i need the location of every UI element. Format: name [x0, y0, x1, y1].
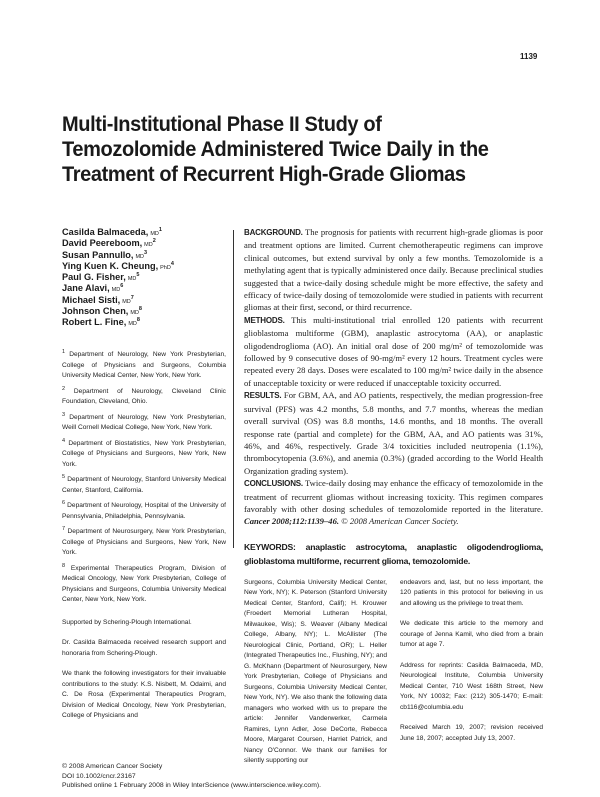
author-degree: MD: [127, 276, 137, 283]
abstract-methods: [244, 314, 543, 389]
author-name: Susan Pannullo,: [62, 249, 134, 260]
affiliation-number: 2: [62, 385, 66, 392]
affiliation-number: 1: [62, 348, 66, 355]
affiliation-ref: 3: [144, 249, 148, 256]
affiliation: [62, 527, 226, 559]
affiliation: [62, 439, 226, 471]
affiliation-ref: 7: [130, 294, 134, 301]
lower-columns: [244, 578, 543, 777]
affiliation-number: 5: [62, 473, 66, 480]
affiliation: [62, 501, 226, 522]
affiliation-text: Department of Neurology, New York Presbyterian, Weill Cornell Medical College, New York, New York.: [62, 413, 226, 431]
affiliation-number: 6: [62, 499, 66, 506]
section-heading: METHODS.: [244, 315, 285, 325]
affiliations: [62, 350, 226, 606]
affiliation-ref: 8: [136, 317, 140, 324]
author-degree: MD: [150, 231, 159, 237]
abstract: [244, 226, 543, 528]
affiliation-ref: 5: [136, 272, 140, 279]
abstract-background: [244, 226, 543, 314]
author-degree: MD: [144, 242, 153, 249]
dedication: We dedicate this article to the memory and courage of Jenna Kamil, who died from a brain tumor at age 7.: [400, 620, 543, 649]
article-title: Multi-Institutional Phase II Study of Temozolomide Administered Twice Daily in the Treatment of Recurrent High-Grade Gliomas: [62, 112, 489, 186]
notes-column-1: [62, 618, 226, 722]
notes-column-3: [400, 578, 543, 777]
section-text: Twice-daily dosing may enhance the efficacy of temozolomide in the treatment of recurrent gliomas without increasing toxicity. This regimen compares favorably with other dosing schedules of temozolomide reported in the literature.: [244, 478, 543, 514]
affiliation-text: Department of Neurology, Cleveland Clinic Foundation, Cleveland, Ohio.: [62, 387, 226, 405]
section-heading: CONCLUSIONS.: [244, 479, 303, 489]
reprint-address: Address for reprints: Casilda Balmaceda, MD, Neurological Institute, Columbia University Medical Center, 710 West 168th Street, New York, NY 10032; Fax: (212) 305-1470; E-mail: cb116@columbia.edu: [400, 661, 543, 711]
author-name: David Peereboom,: [62, 238, 143, 249]
author-degree: PhD: [160, 264, 171, 271]
author-name: Casilda Balmaceda,: [62, 227, 149, 237]
received-dates: Received March 19, 2007; revision received June 18, 2007; accepted July 13, 2007.: [400, 724, 543, 742]
citation: Cancer 2008;112:1139–46.: [244, 516, 340, 527]
keywords: KEYWORDS: anaplastic astrocytoma, anaplastic oligodendroglioma, glioblastoma multiforme, recurrent glioma, temozolomide.: [244, 541, 543, 566]
footer: [62, 762, 321, 791]
abstract-results: [244, 389, 543, 477]
left-column: [62, 350, 226, 732]
author-name: Johnson Chen,: [62, 306, 129, 317]
affiliation: [62, 475, 226, 496]
footer-published: Published online 1 February 2008 in Wiley InterScience (www.interscience.wiley.com).: [62, 782, 322, 789]
affiliation: [62, 387, 226, 408]
author-degree: MD: [135, 253, 145, 260]
affiliation-number: 3: [62, 411, 66, 418]
affiliation-text: Department of Neurology, New York Presbyterian, College of Physicians and Surgeons, Columbia University Medical Center, New York, New York.: [62, 351, 226, 379]
affiliation-text: Department of Neurosurgery, New York Presbyterian, College of Physicians and Surgeons, New York, New York.: [62, 528, 226, 556]
column-divider: [233, 230, 234, 548]
author: [62, 318, 232, 329]
notes-column-2: [244, 578, 387, 777]
author-degree: MD: [128, 321, 137, 328]
author-name: Michael Sisti,: [62, 294, 121, 305]
acknowledgments-end: endeavors and, last, but no less important, the 120 patients in this protocol for believing in us and allowing us the privilege to treat them.: [400, 578, 543, 607]
section-text: For GBM, AA, and AO patients, respectively, the median progression-free survival (PFS) was 4.2 months, 5.8 months, and 7.7 months, whereas the median overall survival (OS) was 8.8 months, 14.6 months, and 18 months. The overall response rate (partial and complete) for the GBM, AA, and AO patients was 31%, 46%, and 46%, respectively. Grade 3/4 toxicities included neutropenia (1.1%), thrombocytopenia (3.6%), and anemia (0.3%) (graded according to the World Health Organization grading system).: [244, 390, 543, 476]
affiliation-text: Department of Neurology, Stanford University Medical Center, Stanford, California.: [62, 476, 226, 494]
page-number: 1139: [520, 52, 538, 61]
funding-note: Supported by Schering-Plough International.: [62, 618, 192, 626]
affiliation-text: Department of Neurology, Hospital of the University of Pennsylvania, Philadelphia, Pennsylvania.: [62, 502, 226, 520]
affiliation-text: Department of Biostatistics, New York Presbyterian, College of Physicians and Surgeons, New York, New York.: [62, 439, 226, 468]
disclosure-note: Dr. Casilda Balmaceda received research support and honoraria from Schering-Plough.: [62, 639, 226, 657]
affiliation-number: 8: [62, 562, 66, 569]
section-text: This multi-institutional trial enrolled 120 patients with recurrent glioblastoma multiforme (GBM), anaplastic astrocytoma (AA), or anaplastic oligodendroglioma (AO). An initial oral dose of 200 mg/m² of temozolomide was followed by 9 consecutive doses of 90-mg/m² every 12 hours. Treatment cycles were repeated every 28 days. Doses were escalated to 100 mg/m² twice daily in the absence of unacceptable toxicity or were reduced if unacceptable toxicity occurred.: [244, 314, 543, 388]
footer-doi: DOI 10.1002/cncr.23167: [62, 772, 136, 780]
affiliation-ref: 8: [138, 306, 142, 313]
author-degree: MD: [122, 298, 131, 305]
affiliation-number: 7: [62, 525, 66, 532]
author-degree: MD: [111, 287, 121, 294]
affiliation-ref: 2: [152, 238, 156, 245]
abstract-conclusions: [244, 477, 543, 528]
affiliation-number: 4: [62, 437, 66, 444]
author-name: Jane Alavi,: [62, 283, 110, 294]
author-name: Robert L. Fine,: [62, 317, 127, 328]
copyright: © 2008 American Cancer Society.: [341, 516, 459, 527]
acknowledgments-continued: Surgeons, Columbia University Medical Center, New York, NY); K. Peterson (Stanford University Medical Center, Stanford, Calif); H. Krouwer (Froedert Memorial Lutheran Hospital, Milwaukee, Wis); S. Weaver (Albany Medical College, Albany, NY); L. McAllister (The Neurological Clinic, Portland, OR); L. Heller (Integrated Therapeutics Inc., Flushing, NY); and G. McKhann (Department of Neurosurgery, New York Presbyterian, College of Physicians and Surgeons, Columbia University Medical Center, New York, NY). We also thank the following data managers who worked with us to prepare the article: Jennifer Vanderwerker, Carmela Ramires, Lynn Adler, Jose DeCorte, Rebecca Moore, Margaret Coursen, Harriet Patrick, and Nancy O'Connor. We thank our families for silently supporting our: [244, 578, 387, 765]
affiliation: [62, 350, 226, 382]
affiliation-ref: 6: [120, 283, 124, 290]
section-heading: BACKGROUND.: [244, 228, 303, 237]
author-name: Paul G. Fisher,: [62, 272, 126, 283]
affiliation-ref: 1: [158, 226, 162, 233]
section-heading: RESULTS.: [244, 391, 282, 401]
author-list: [62, 228, 232, 330]
affiliation: [62, 413, 226, 434]
right-column: [244, 226, 543, 777]
acknowledgments: We thank the following investigators for their invaluable contributions to the study: K.S. Nisbett, M. Odaimi, and C. De Rosa (Experimental Therapeutics Program, Division of Medical Oncology, New York Presbyterian, College of Physicians and: [62, 670, 226, 719]
author-name: Ying Kuen K. Cheung,: [62, 260, 159, 271]
section-text: The prognosis for patients with recurrent high-grade gliomas is poor and treatment options are limited. Current chemotherapeutic regimens can improve clinical outcomes, but extend survival by only a few months. Temozolomide is a methylating agent that is typically administered once daily. Because preclinical studies suggested that a twice-daily dosing schedule might be more effective, the safety and efficacy of twice-daily dosing of temozolomide were studied in patients with recurrent gliomas at their first, second, or third recurrence.: [244, 227, 544, 313]
author-degree: MD: [130, 310, 139, 317]
affiliation: [62, 564, 226, 606]
affiliation-ref: 4: [170, 260, 174, 267]
footer-copyright: © 2008 American Cancer Society: [62, 763, 163, 770]
affiliation-text: Experimental Therapeutics Program, Division of Medical Oncology, New York Presbyterian, College of Physicians and Surgeons, Columbia University Medical Center, New York, New York.: [62, 564, 226, 603]
